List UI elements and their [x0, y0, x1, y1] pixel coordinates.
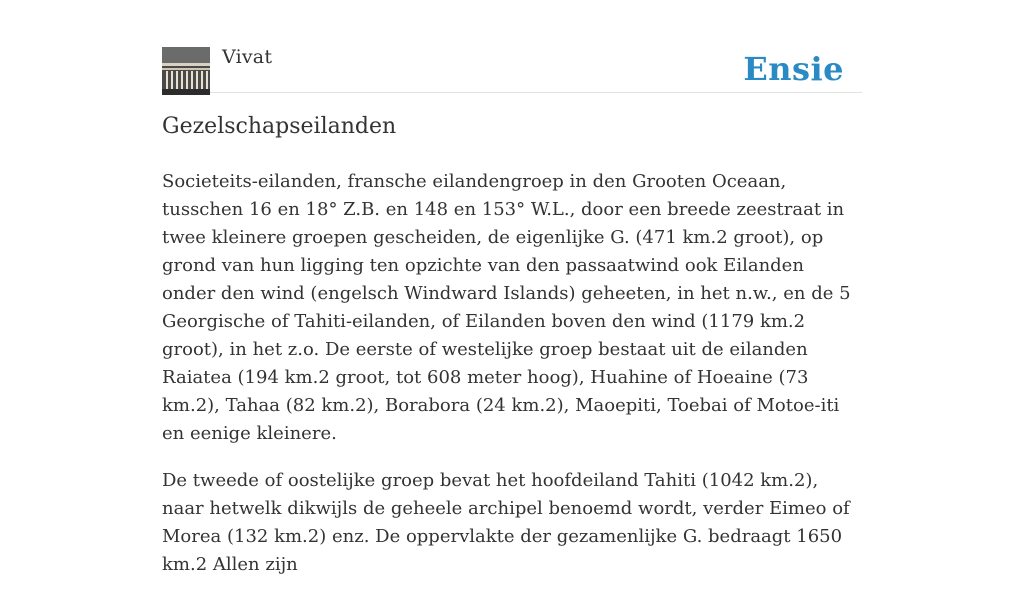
article-paragraph: De tweede of oostelijke groep bevat het hoofdeiland Tahiti (1042 km.2), naar hetwelk dikwijls de geheele archipel benoemd wordt, verder Eimeo of Morea (132 km.2) enz. De oppervlakte der gezamenlijke G. bedraagt 1650 km.2 Allen zijn [162, 470, 850, 575]
article-page [162, 0, 862, 575]
article-title: Gezelschapseilanden [162, 114, 397, 139]
article-body [162, 168, 862, 598]
avatar[interactable] [162, 47, 210, 95]
author-name[interactable]: Vivat [222, 46, 273, 68]
article-paragraph: Societeits-eilanden, fransche eilandengroep in den Grooten Oceaan, tusschen 16 en 18° Z.B. en 148 en 153° W.L., door een breede zeestraat in twee kleinere groepen gescheiden, de eigenlijke G. (471 km.2 groot), op grond van hun ligging ten opzichte van den passaatwind ook Eilanden onder den wind (engelsch Windward Islands) geheeten, in het n.w., en de 5 Georgische of Tahiti-eilanden, of Eilanden boven den wind (1179 km.2 groot), in het z.o. De eerste of westelijke groep bestaat uit de eilanden Raiatea (194 km.2 groot, tot 608 meter hoog), Huahine of Hoeaine (73 km.2), Tahaa (82 km.2), Borabora (24 km.2), Maoepiti, Toebai of Motoe-iti en eenige kleinere. [162, 171, 851, 444]
site-logo[interactable]: Ensie [743, 50, 844, 88]
site-header [162, 0, 862, 93]
building-facade-icon [162, 47, 210, 95]
